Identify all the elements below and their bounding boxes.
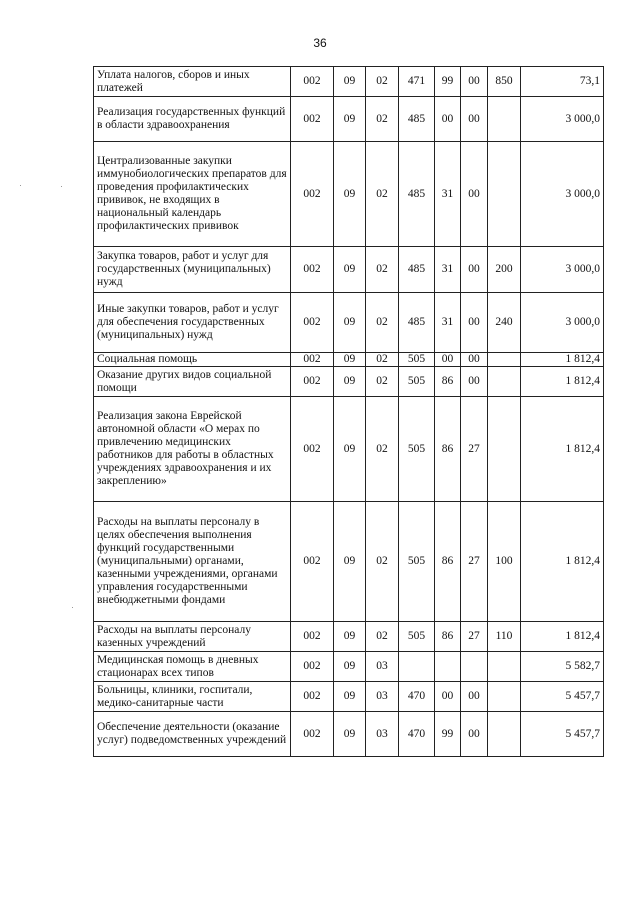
cell-pr: 02: [366, 397, 399, 502]
table-row: [94, 367, 604, 397]
table-row: [94, 622, 604, 652]
cell-cs1: 505: [399, 622, 435, 652]
cell-ved: 002: [291, 712, 334, 757]
cell-name: Социальная помощь: [94, 353, 291, 367]
cell-ved: 002: [291, 682, 334, 712]
cell-name: Больницы, клиники, госпитали, медико-санитарные части: [94, 682, 291, 712]
cell-vr: [488, 397, 521, 502]
table-row: [94, 502, 604, 622]
cell-rz: 09: [334, 397, 366, 502]
cell-pr: 02: [366, 353, 399, 367]
table-row: [94, 97, 604, 142]
cell-cs2: 99: [435, 67, 461, 97]
cell-cs2: 86: [435, 397, 461, 502]
cell-rz: 09: [334, 67, 366, 97]
cell-cs1: 505: [399, 502, 435, 622]
scan-speck: [20, 185, 21, 186]
cell-cs3: [461, 652, 488, 682]
cell-rz: 09: [334, 682, 366, 712]
cell-name: Оказание других видов социальной помощи: [94, 367, 291, 397]
cell-pr: 02: [366, 97, 399, 142]
cell-vr: 110: [488, 622, 521, 652]
cell-ved: 002: [291, 652, 334, 682]
cell-cs3: 27: [461, 397, 488, 502]
cell-cs3: 00: [461, 142, 488, 247]
table-row: [94, 712, 604, 757]
cell-cs2: 31: [435, 142, 461, 247]
cell-pr: 02: [366, 502, 399, 622]
cell-cs1: 470: [399, 682, 435, 712]
cell-sum: 1 812,4: [521, 367, 604, 397]
cell-pr: 03: [366, 682, 399, 712]
scan-speck: [61, 186, 62, 187]
cell-name: Централизованные закупки иммунобиологических препаратов для проведения профилактических прививок, не входящих в национальный календарь профилактических прививок: [94, 142, 291, 247]
cell-vr: [488, 652, 521, 682]
cell-cs2: 00: [435, 682, 461, 712]
cell-cs2: 86: [435, 502, 461, 622]
cell-ved: 002: [291, 397, 334, 502]
cell-cs1: 485: [399, 293, 435, 353]
cell-cs1: 470: [399, 712, 435, 757]
cell-sum: 73,1: [521, 67, 604, 97]
cell-vr: 240: [488, 293, 521, 353]
scan-speck: [72, 607, 73, 608]
cell-rz: 09: [334, 502, 366, 622]
cell-vr: [488, 682, 521, 712]
cell-sum: 3 000,0: [521, 293, 604, 353]
cell-rz: 09: [334, 622, 366, 652]
cell-vr: 850: [488, 67, 521, 97]
cell-vr: 200: [488, 247, 521, 293]
cell-vr: [488, 142, 521, 247]
cell-pr: 02: [366, 367, 399, 397]
cell-cs3: 00: [461, 67, 488, 97]
table-body: [94, 67, 604, 757]
cell-cs2: [435, 652, 461, 682]
cell-name: Реализация государственных функций в области здравоохранения: [94, 97, 291, 142]
cell-vr: [488, 712, 521, 757]
cell-name: Обеспечение деятельности (оказание услуг) подведомственных учреждений: [94, 712, 291, 757]
cell-cs2: 86: [435, 622, 461, 652]
cell-cs3: 00: [461, 712, 488, 757]
cell-cs3: 00: [461, 367, 488, 397]
table-row: [94, 142, 604, 247]
cell-cs2: 00: [435, 353, 461, 367]
cell-name: Иные закупки товаров, работ и услуг для обеспечения государственных (муниципальных) нужд: [94, 293, 291, 353]
cell-sum: 3 000,0: [521, 97, 604, 142]
table-row: [94, 682, 604, 712]
table-row: [94, 293, 604, 353]
cell-cs2: 86: [435, 367, 461, 397]
cell-rz: 09: [334, 293, 366, 353]
cell-pr: 03: [366, 712, 399, 757]
budget-table: [93, 66, 604, 757]
cell-cs1: 485: [399, 97, 435, 142]
table-row: [94, 652, 604, 682]
cell-ved: 002: [291, 367, 334, 397]
cell-cs1: 505: [399, 367, 435, 397]
cell-cs1: 505: [399, 397, 435, 502]
cell-pr: 03: [366, 652, 399, 682]
cell-name: Расходы на выплаты персоналу казенных учреждений: [94, 622, 291, 652]
cell-sum: 1 812,4: [521, 622, 604, 652]
cell-rz: 09: [334, 353, 366, 367]
cell-sum: 5 582,7: [521, 652, 604, 682]
cell-cs2: 31: [435, 247, 461, 293]
cell-cs1: 485: [399, 247, 435, 293]
cell-cs2: 99: [435, 712, 461, 757]
cell-cs2: 31: [435, 293, 461, 353]
cell-rz: 09: [334, 652, 366, 682]
cell-rz: 09: [334, 97, 366, 142]
cell-pr: 02: [366, 293, 399, 353]
cell-cs3: 00: [461, 353, 488, 367]
cell-cs1: 505: [399, 353, 435, 367]
cell-rz: 09: [334, 367, 366, 397]
cell-cs3: 00: [461, 682, 488, 712]
cell-sum: 1 812,4: [521, 502, 604, 622]
cell-name: Закупка товаров, работ и услуг для государственных (муниципальных) нужд: [94, 247, 291, 293]
cell-vr: [488, 367, 521, 397]
cell-sum: 3 000,0: [521, 142, 604, 247]
cell-name: Уплата налогов, сборов и иных платежей: [94, 67, 291, 97]
cell-sum: 5 457,7: [521, 712, 604, 757]
cell-rz: 09: [334, 712, 366, 757]
cell-ved: 002: [291, 622, 334, 652]
cell-vr: [488, 97, 521, 142]
cell-pr: 02: [366, 622, 399, 652]
cell-vr: 100: [488, 502, 521, 622]
cell-ved: 002: [291, 247, 334, 293]
cell-cs1: 485: [399, 142, 435, 247]
cell-ved: 002: [291, 97, 334, 142]
page-number: 36: [313, 36, 327, 50]
cell-ved: 002: [291, 142, 334, 247]
cell-sum: 5 457,7: [521, 682, 604, 712]
cell-name: Медицинская помощь в дневных стационарах всех типов: [94, 652, 291, 682]
cell-cs1: [399, 652, 435, 682]
cell-pr: 02: [366, 247, 399, 293]
cell-cs3: 00: [461, 293, 488, 353]
cell-ved: 002: [291, 67, 334, 97]
cell-cs3: 27: [461, 502, 488, 622]
cell-rz: 09: [334, 142, 366, 247]
cell-cs2: 00: [435, 97, 461, 142]
table-row: [94, 397, 604, 502]
table-row: [94, 67, 604, 97]
cell-vr: [488, 353, 521, 367]
table-row: [94, 247, 604, 293]
cell-sum: 1 812,4: [521, 353, 604, 367]
cell-cs1: 471: [399, 67, 435, 97]
cell-pr: 02: [366, 142, 399, 247]
cell-ved: 002: [291, 293, 334, 353]
cell-cs3: 00: [461, 97, 488, 142]
cell-sum: 3 000,0: [521, 247, 604, 293]
cell-sum: 1 812,4: [521, 397, 604, 502]
cell-name: Реализация закона Еврейской автономной области «О мерах по привлечению медицинских работников для работы в областных учреждениях здравоохранения и их закреплению»: [94, 397, 291, 502]
cell-cs3: 00: [461, 247, 488, 293]
cell-cs3: 27: [461, 622, 488, 652]
cell-pr: 02: [366, 67, 399, 97]
cell-rz: 09: [334, 247, 366, 293]
cell-ved: 002: [291, 502, 334, 622]
table-row: [94, 353, 604, 367]
cell-name: Расходы на выплаты персоналу в целях обеспечения выполнения функций государственными (муниципальными) органами, казенными учреждениями, органами управления государственными внебюджетными фондами: [94, 502, 291, 622]
cell-ved: 002: [291, 353, 334, 367]
